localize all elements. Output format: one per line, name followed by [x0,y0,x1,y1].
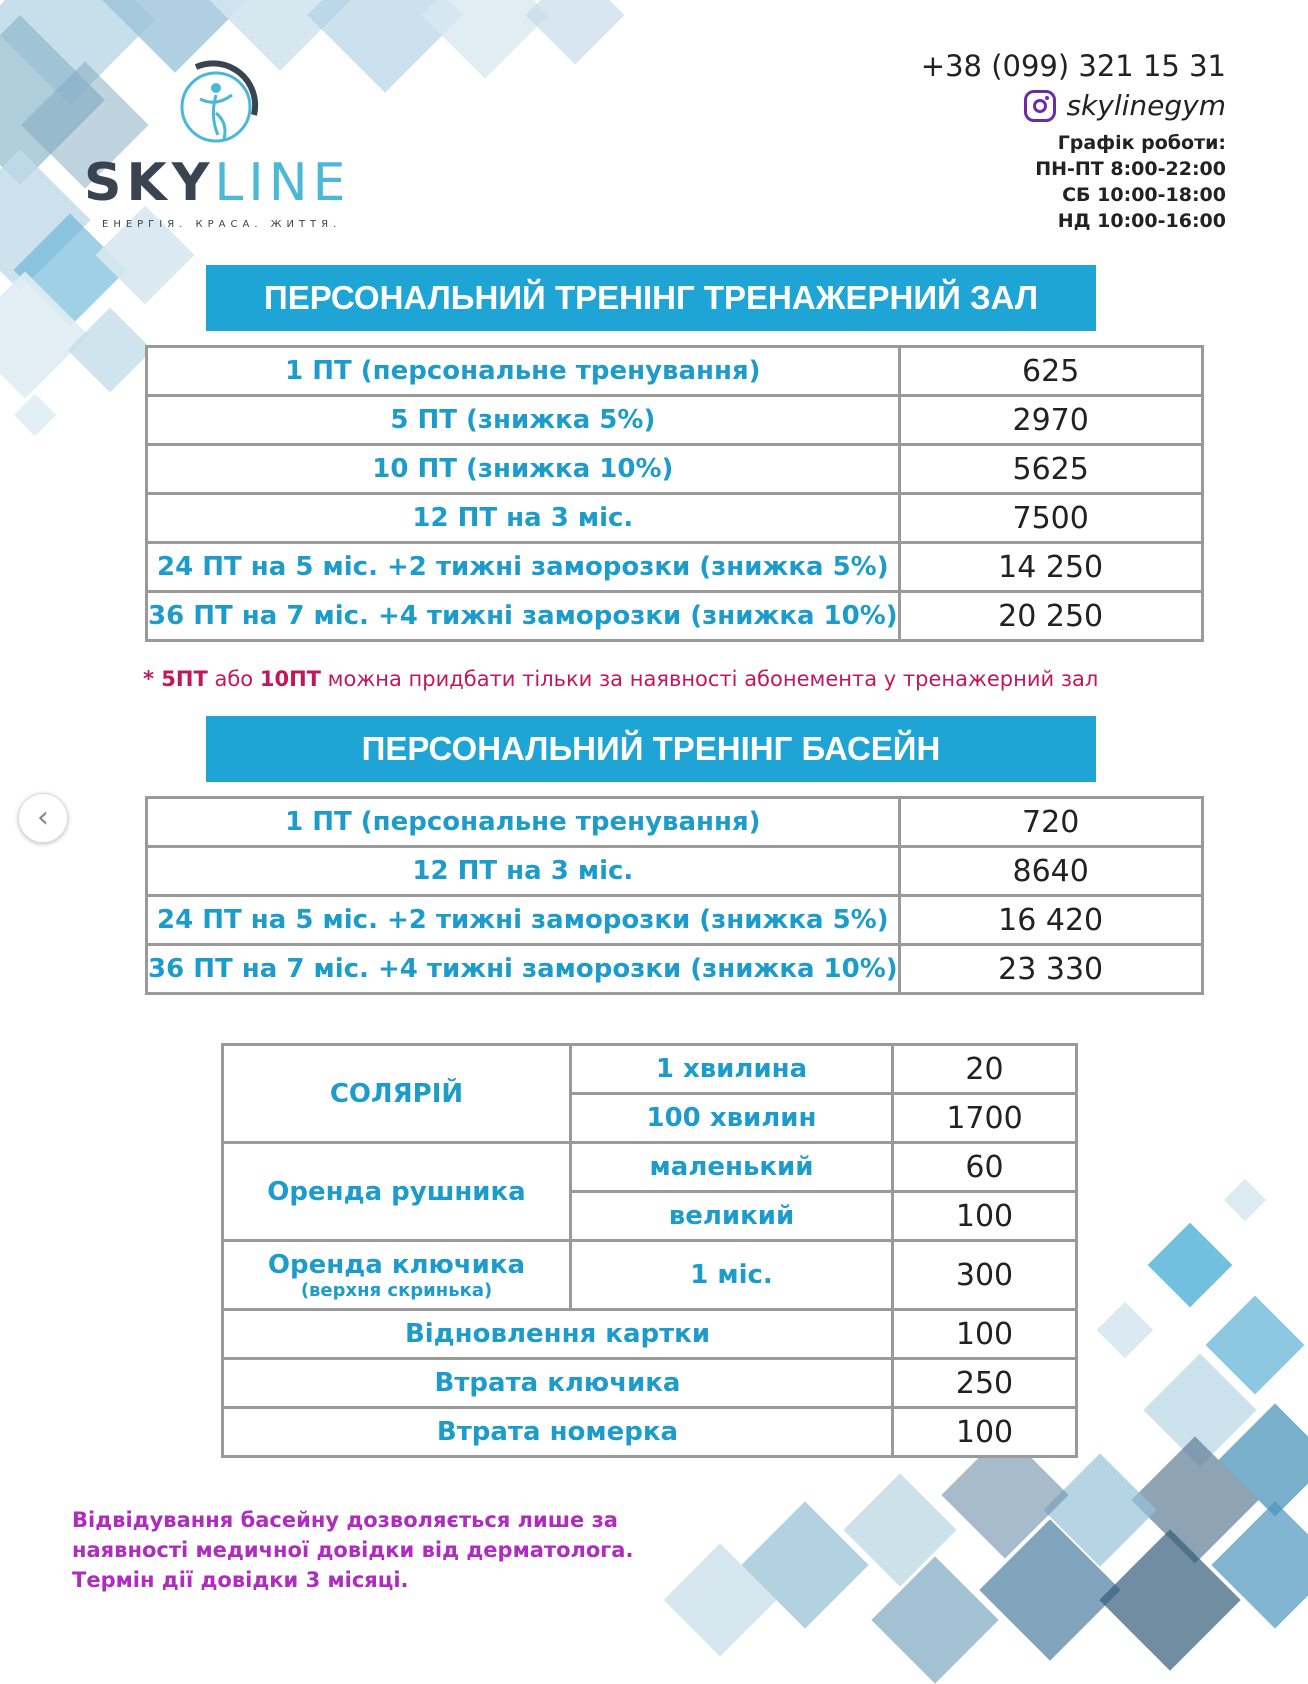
gym-price-table [145,345,1204,642]
row-price: 20 250 [899,592,1202,641]
pool-price-table [145,796,1204,995]
schedule [921,130,1226,234]
table-row [147,798,1203,847]
logo-tagline: ЕНЕРГІЯ. КРАСА. ЖИТТЯ. [102,219,342,230]
table-row [223,1241,1077,1310]
table-row [223,1045,1077,1094]
tag-loss-label: Втрата номерка [223,1408,893,1457]
towel-option-small: маленький [571,1143,893,1192]
table-row [147,347,1203,396]
row-name: 24 ПТ на 5 міс. +2 тижні заморозки (знижка 5%) [147,543,900,592]
schedule-sunday: НД 10:00-16:00 [1057,210,1226,232]
table-row [223,1408,1077,1457]
card-restore-price: 100 [893,1310,1077,1359]
schedule-saturday: СБ 10:00-18:00 [1062,184,1226,206]
gym-section-title: ПЕРСОНАЛЬНИЙ ТРЕНІНГ ТРЕНАЖЕРНИЙ ЗАЛ [206,265,1096,331]
key-rent-label: Оренда ключика [267,1249,526,1280]
logo-word-line: LINE [214,153,351,213]
key-rent-option: 1 міс. [571,1241,893,1310]
row-name: 1 ПТ (персональне тренування) [147,347,900,396]
prev-slide-button[interactable] [18,793,68,843]
row-name: 24 ПТ на 5 міс. +2 тижні заморозки (знижка 5%) [147,896,900,945]
table-row [147,543,1203,592]
note-star: * [143,667,162,691]
solarium-price-1: 20 [893,1045,1077,1094]
card-restore-label: Відновлення картки [223,1310,893,1359]
footer-line-2: наявності медичної довідки від дерматолога. [72,1538,634,1562]
towel-option-large: великий [571,1192,893,1241]
key-rent-cell [223,1241,571,1310]
table-row [147,896,1203,945]
logo-figure-icon [166,55,266,155]
solarium-option-2: 100 хвилин [571,1094,893,1143]
instagram-icon [1024,90,1056,122]
row-price: 720 [899,798,1202,847]
row-name: 1 ПТ (персональне тренування) [147,798,900,847]
solarium-option-1: 1 хвилина [571,1045,893,1094]
row-name: 12 ПТ на 3 міс. [147,494,900,543]
towel-price-large: 100 [893,1192,1077,1241]
table-row [147,592,1203,641]
instagram-handle[interactable]: skylinegym [1066,89,1226,122]
towel-price-small: 60 [893,1143,1077,1192]
row-price: 8640 [899,847,1202,896]
skyline-logo [80,55,380,235]
table-row [223,1143,1077,1192]
row-price: 625 [899,347,1202,396]
row-price: 2970 [899,396,1202,445]
table-row [223,1310,1077,1359]
towel-label: Оренда рушника [223,1143,571,1241]
logo-word-sky: SKY [84,153,215,213]
table-row [147,847,1203,896]
instagram-row[interactable] [921,86,1226,126]
key-loss-label: Втрата ключика [223,1359,893,1408]
table-row [223,1359,1077,1408]
pool-section-title: ПЕРСОНАЛЬНИЙ ТРЕНІНГ БАСЕЙН [206,716,1096,782]
gym-footnote [143,667,1098,691]
table-row [147,445,1203,494]
row-price: 5625 [899,445,1202,494]
table-row [147,396,1203,445]
note-10pt: 10ПТ [259,667,321,691]
phone-number[interactable]: +38 (099) 321 15 31 [920,49,1226,83]
row-name: 36 ПТ на 7 міс. +4 тижні заморозки (знижка 10%) [147,592,900,641]
table-row [147,494,1203,543]
solarium-label: СОЛЯРІЙ [223,1045,571,1143]
solarium-price-2: 1700 [893,1094,1077,1143]
row-price: 16 420 [899,896,1202,945]
schedule-title: Графік роботи: [1057,132,1226,154]
note-5pt: 5ПТ [161,667,208,691]
tag-loss-price: 100 [893,1408,1077,1457]
logo-wordmark [84,153,350,213]
footer-line-1: Відвідування басейну дозволяється лише за [72,1508,618,1532]
note-rest: можна придбати тільки за наявності абонемента у тренажерний зал [320,667,1099,691]
contacts-block [921,46,1226,234]
row-name: 10 ПТ (знижка 10%) [147,445,900,494]
key-rent-sublabel: (верхня скринька) [300,1279,493,1301]
row-price: 14 250 [899,543,1202,592]
key-loss-price: 250 [893,1359,1077,1408]
extras-price-table [221,1043,1078,1458]
key-rent-price: 300 [893,1241,1077,1310]
row-price: 23 330 [899,945,1202,994]
row-name: 36 ПТ на 7 міс. +4 тижні заморозки (знижка 10%) [147,945,900,994]
table-row [147,945,1203,994]
chevron-left-icon: ‹ [37,800,49,835]
note-or: або [207,667,260,691]
row-name: 12 ПТ на 3 міс. [147,847,900,896]
row-name: 5 ПТ (знижка 5%) [147,396,900,445]
pool-medical-note [72,1505,633,1595]
row-price: 7500 [899,494,1202,543]
schedule-weekdays: ПН-ПТ 8:00-22:00 [1035,158,1226,180]
footer-line-3: Термін дії довідки 3 місяці. [72,1568,409,1592]
